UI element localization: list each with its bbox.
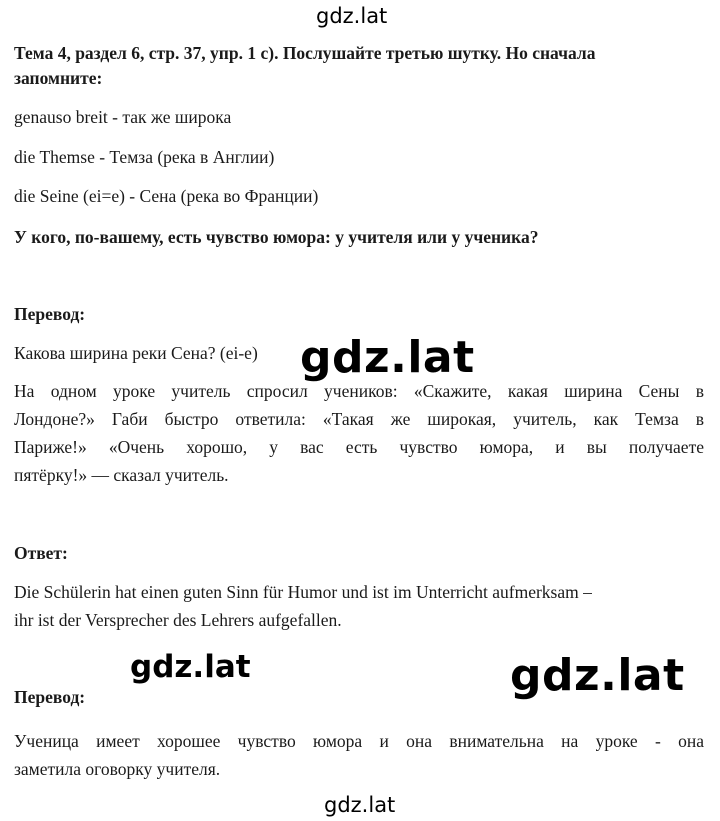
translation-text: Какова ширина реки Сена? (ei-e) <box>14 343 258 363</box>
vocab-item: die Seine (ei=e) - Сена (река во Франции) <box>14 186 319 206</box>
task-instruction: . Послушайте третью шутку. Но сначала <box>274 43 596 63</box>
vocab-item: genauso breit - так же широка <box>14 107 232 127</box>
translation-text: Лондоне?» Габи быстро ответила: «Такая же широкая, учитель, как Темза в <box>14 409 704 429</box>
task-header-line1 <box>14 43 595 63</box>
translation-heading: Перевод: <box>14 304 86 324</box>
answer-text: ihr ist der Versprecher des Lehrers aufgefallen. <box>14 610 342 630</box>
watermark-center: gdz.lat <box>300 332 475 383</box>
task-question: У кого, по-вашему, есть чувство юмора: у учителя или у ученика? <box>14 227 539 247</box>
translation-heading: Перевод: <box>14 687 86 707</box>
vocab-item: die Themse - Темза (река в Англии) <box>14 147 275 167</box>
answer-heading: Ответ: <box>14 543 68 563</box>
watermark-bottom: gdz.lat <box>324 793 396 817</box>
translation-text: Париже!» «Очень хорошо, у вас есть чувство юмора, и вы получаете <box>14 437 704 457</box>
watermark-left: gdz.lat <box>130 649 251 685</box>
answer-text: Die Schülerin hat einen guten Sinn für Humor und ist im Unterricht aufmerksam – <box>14 582 592 602</box>
watermark-top: gdz.lat <box>316 4 388 28</box>
task-reference: Тема 4, раздел 6, стр. 37, упр. 1 с) <box>14 43 275 63</box>
translation-text: На одном уроке учитель спросил учеников: «Скажите, какая ширина Сены в <box>14 381 704 401</box>
translation-text: Ученица имеет хорошее чувство юмора и она внимательна на уроке - она <box>14 731 704 751</box>
translation-text: пятёрку!» — сказал учитель. <box>14 465 229 485</box>
task-header-line2: запомните: <box>14 68 103 88</box>
translation-text: заметила оговорку учителя. <box>14 759 221 779</box>
watermark-right: gdz.lat <box>510 650 685 701</box>
